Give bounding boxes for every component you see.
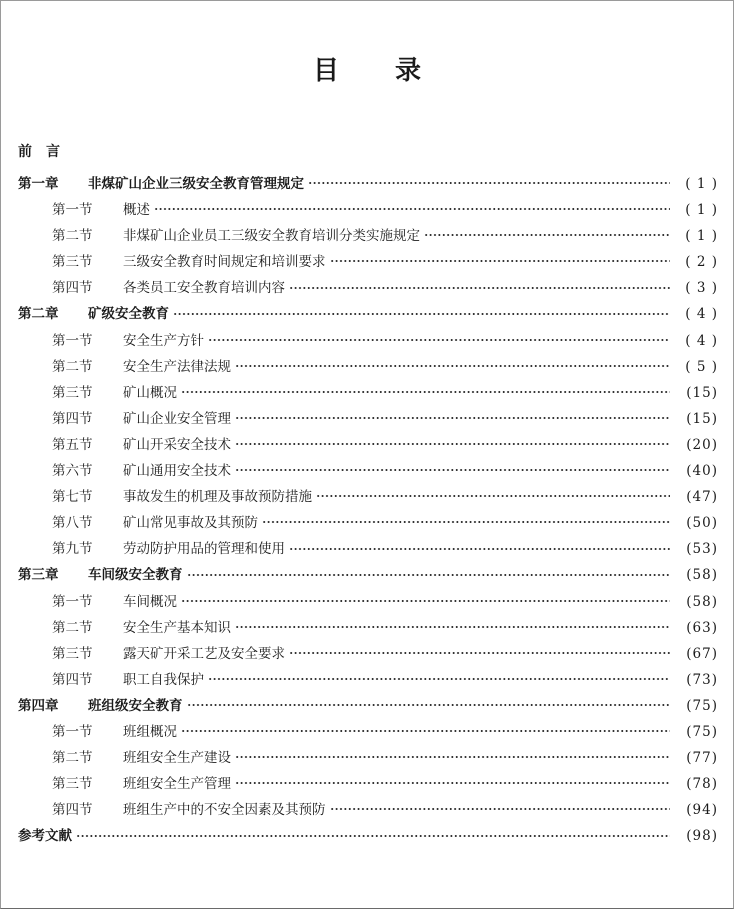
dot-leader [330,254,671,268]
toc-section-row[interactable] [18,616,718,642]
page-number: (67) [686,645,718,662]
page-number: (75) [686,697,718,714]
section-title: 安全生产方针 [123,332,204,349]
section-title: 矿山企业安全管理 [123,410,231,427]
page-number: (73) [686,671,718,688]
page-number: (94) [686,802,718,819]
toc-section-row[interactable] [18,511,718,537]
dot-leader [235,358,670,372]
page-number: ( 2 ) [685,254,718,271]
section-number: 第二节 [52,619,93,636]
toc-section-row[interactable] [18,198,718,224]
page-number: ( 1 ) [685,202,718,219]
toc-chapter-row[interactable] [18,694,718,720]
page-number: (47) [686,489,718,506]
chapter-number: 第四章 [18,697,59,714]
toc-chapter-row[interactable] [18,172,718,198]
toc-section-row[interactable] [18,224,718,250]
section-number: 第六节 [52,463,93,480]
toc-section-row[interactable] [18,276,718,302]
preface-char-2: 言 [46,144,60,160]
section-title: 班组安全生产建设 [123,750,231,767]
section-title: 班组安全生产管理 [123,776,231,793]
section-number: 第三节 [52,645,93,662]
page-number: (58) [686,593,718,610]
dot-leader [289,645,670,659]
toc-section-row[interactable] [18,772,718,798]
dot-leader [76,828,670,842]
section-number: 第四节 [52,280,93,297]
page-number: (40) [686,463,718,480]
dot-leader [208,671,670,685]
chapter-title: 非煤矿山企业三级安全教育管理规定 [88,176,304,192]
title-char-2: 录 [395,56,422,86]
chapter-number: 第三章 [18,567,59,584]
section-title: 班组概况 [123,723,177,740]
dot-leader [235,436,670,450]
toc-section-row[interactable] [18,250,718,276]
toc-chapter-row[interactable] [18,824,718,850]
toc-section-row[interactable] [18,590,718,616]
dot-leader [208,332,670,346]
section-number: 第二节 [52,228,93,245]
section-number: 第二节 [52,750,93,767]
toc-section-row[interactable] [18,642,718,668]
section-title: 车间概况 [123,593,177,610]
page-number: ( 4 ) [685,332,718,349]
chapter-number: 第一章 [18,176,59,192]
dot-leader [187,567,671,581]
dot-leader [289,541,670,555]
page-number: (98) [686,828,718,845]
section-number: 第八节 [52,515,93,532]
section-number: 第四节 [52,671,93,688]
section-number: 第九节 [52,541,93,558]
section-number: 第四节 [52,802,93,819]
page-number: (15) [686,410,718,427]
toc-section-row[interactable] [18,485,718,511]
chapter-number: 参考文献 [18,828,72,845]
dot-leader [424,228,670,242]
section-number: 第四节 [52,410,93,427]
chapter-number: 第二章 [18,306,59,323]
section-number: 第五节 [52,436,93,453]
dot-leader [316,489,670,503]
toc-section-row[interactable] [18,329,718,355]
section-title: 事故发生的机理及事故预防措施 [123,489,312,506]
toc-section-row[interactable] [18,746,718,772]
chapter-title: 车间级安全教育 [88,567,183,584]
dot-leader [235,410,670,424]
section-title: 安全生产法律法规 [123,358,231,375]
section-number: 第三节 [52,384,93,401]
page-number: (15) [686,384,718,401]
section-title: 班组生产中的不安全因素及其预防 [123,802,326,819]
dot-leader [235,619,670,633]
toc-section-row[interactable] [18,459,718,485]
toc-chapter-row[interactable] [18,563,718,589]
toc-section-row[interactable] [18,668,718,694]
page-number: ( 1 ) [685,228,718,245]
toc-section-row[interactable] [18,381,718,407]
section-number: 第一节 [52,332,93,349]
section-title: 矿山开采安全技术 [123,436,231,453]
page-number: (50) [686,515,718,532]
toc-section-row[interactable] [18,798,718,824]
section-number: 第一节 [52,593,93,610]
page-title [0,50,734,87]
page-number: ( 4 ) [685,306,718,323]
section-number: 第三节 [52,254,93,271]
section-title: 非煤矿山企业员工三级安全教育培训分类实施规定 [123,228,420,245]
page-number: (63) [686,619,718,636]
page-number: ( 3 ) [685,280,718,297]
section-number: 第三节 [52,776,93,793]
section-title: 三级安全教育时间规定和培训要求 [123,254,326,271]
page-number: (58) [686,567,718,584]
section-title: 各类员工安全教育培训内容 [123,280,285,297]
dot-leader [235,750,670,764]
section-title: 露天矿开采工艺及安全要求 [123,645,285,662]
dot-leader [181,384,670,398]
chapter-title: 矿级安全教育 [88,306,169,323]
dot-leader [330,802,671,816]
section-title: 安全生产基本知识 [123,619,231,636]
page-number: (78) [686,776,718,793]
section-number: 第二节 [52,358,93,375]
toc-preface[interactable] [18,141,60,161]
section-number: 第七节 [52,489,93,506]
table-of-contents [18,172,718,850]
dot-leader [187,697,671,711]
section-title: 劳动防护用品的管理和使用 [123,541,285,558]
section-number: 第一节 [52,202,93,219]
title-char-1: 目 [312,56,339,86]
dot-leader [154,202,670,216]
chapter-title: 班组级安全教育 [88,697,183,714]
section-number: 第一节 [52,723,93,740]
dot-leader [308,176,670,190]
page-number: (75) [686,723,718,740]
toc-section-row[interactable] [18,407,718,433]
section-title: 概述 [123,202,150,219]
dot-leader [181,723,670,737]
dot-leader [262,515,670,529]
dot-leader [173,306,670,320]
dot-leader [235,776,670,790]
dot-leader [181,593,670,607]
page-number: (53) [686,541,718,558]
page-number: (20) [686,436,718,453]
dot-leader [289,280,670,294]
toc-section-row[interactable] [18,720,718,746]
section-title: 矿山常见事故及其预防 [123,515,258,532]
section-title: 职工自我保护 [123,671,204,688]
page-number: ( 5 ) [685,358,718,375]
page-number: (77) [686,750,718,767]
toc-section-row[interactable] [18,355,718,381]
toc-chapter-row[interactable] [18,302,718,328]
section-title: 矿山概况 [123,384,177,401]
page-number: ( 1 ) [685,176,718,192]
toc-section-row[interactable] [18,433,718,459]
preface-char-1: 前 [18,144,32,160]
section-title: 矿山通用安全技术 [123,463,231,480]
toc-section-row[interactable] [18,537,718,563]
dot-leader [235,463,670,477]
